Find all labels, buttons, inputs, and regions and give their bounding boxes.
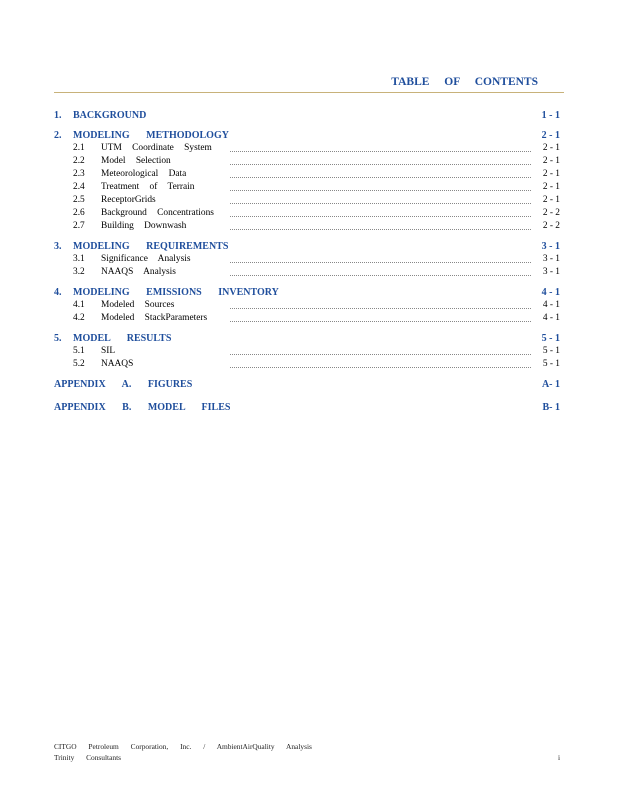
dot-leader (230, 203, 532, 204)
section-page: 4 - 1 (541, 287, 560, 298)
toc-subsection-row[interactable] (54, 346, 560, 359)
dot-leader (230, 177, 532, 178)
section-title: MODELING EMISSIONS INVENTORY (73, 287, 279, 298)
toc-section-row[interactable] (54, 130, 560, 143)
subsection-number: 4.1 (73, 300, 85, 310)
subsection-page: 2 - 1 (542, 182, 560, 192)
subsection-number: 5.2 (73, 359, 85, 369)
subsection-title: Significance Analysis (101, 254, 191, 264)
subsection-title: SIL (101, 346, 116, 356)
appendix-spacer (54, 415, 560, 425)
subsection-page: 5 - 1 (542, 359, 560, 369)
subsection-page: 2 - 1 (542, 143, 560, 153)
toc-subsection-row[interactable] (54, 156, 560, 169)
subsection-title: Meteorological Data (101, 169, 187, 179)
subsection-number: 2.6 (73, 208, 85, 218)
toc-subsection-row[interactable] (54, 143, 560, 156)
dot-leader (230, 151, 532, 152)
subsection-title: Modeled StackParameters (101, 313, 208, 323)
appendix-spacer (54, 392, 560, 402)
appendix-page: B- 1 (542, 402, 560, 413)
page-footer (54, 742, 564, 764)
subsection-number: 3.2 (73, 267, 85, 277)
subsection-title: NAAQS Analysis (101, 267, 176, 277)
toc-section-row[interactable] (54, 110, 560, 123)
section-page: 3 - 1 (541, 241, 560, 252)
toc-appendix-row[interactable] (54, 402, 560, 415)
subsection-page: 3 - 1 (542, 267, 560, 277)
subsection-title: NAAQS (101, 359, 134, 369)
subsection-page: 2 - 2 (542, 221, 560, 231)
toc-appendix-row[interactable] (54, 379, 560, 392)
appendix-title: APPENDIX A. FIGURES (54, 379, 193, 390)
toc-subsection-row[interactable] (54, 313, 560, 326)
subsection-number: 2.2 (73, 156, 85, 166)
section-spacer (54, 280, 560, 287)
section-number: 1. (54, 110, 62, 121)
subsection-title: Modeled Sources (101, 300, 175, 310)
section-number: 5. (54, 333, 62, 344)
dot-leader (230, 354, 532, 355)
subsection-number: 2.1 (73, 143, 85, 153)
subsection-title: UTM Coordinate System (101, 143, 212, 153)
appendix-title: APPENDIX B. MODEL FILES (54, 402, 231, 413)
section-spacer (54, 372, 560, 379)
toc-subsection-row[interactable] (54, 300, 560, 313)
dot-leader (230, 275, 532, 276)
subsection-page: 2 - 1 (542, 195, 560, 205)
subsection-title: Treatment of Terrain (101, 182, 195, 192)
subsection-page: 4 - 1 (542, 313, 560, 323)
toc-section-row[interactable] (54, 333, 560, 346)
section-spacer (54, 123, 560, 130)
subsection-title: Model Selection (101, 156, 171, 166)
toc-subsection-row[interactable] (54, 221, 560, 234)
subsection-number: 4.2 (73, 313, 85, 323)
title-rule (54, 92, 564, 93)
dot-leader (230, 216, 532, 217)
toc-section-row[interactable] (54, 241, 560, 254)
section-title: BACKGROUND (73, 110, 147, 121)
toc-subsection-row[interactable] (54, 359, 560, 372)
dot-leader (230, 367, 532, 368)
section-number: 4. (54, 287, 62, 298)
table-of-contents (54, 110, 560, 425)
subsection-number: 2.7 (73, 221, 85, 231)
section-spacer (54, 326, 560, 333)
subsection-number: 3.1 (73, 254, 85, 264)
section-number: 2. (54, 130, 62, 141)
toc-subsection-row[interactable] (54, 195, 560, 208)
section-title: MODEL RESULTS (73, 333, 172, 344)
subsection-title: Building Downwash (101, 221, 187, 231)
toc-subsection-row[interactable] (54, 182, 560, 195)
dot-leader (230, 262, 532, 263)
toc-subsection-row[interactable] (54, 254, 560, 267)
subsection-page: 2 - 1 (542, 169, 560, 179)
section-spacer (54, 234, 560, 241)
page-title: TABLE OF CONTENTS (391, 76, 538, 88)
dot-leader (230, 190, 532, 191)
section-page: 1 - 1 (541, 110, 560, 121)
dot-leader (230, 164, 532, 165)
section-title: MODELING REQUIREMENTS (73, 241, 229, 252)
dot-leader (230, 321, 532, 322)
subsection-number: 2.3 (73, 169, 85, 179)
dot-leader (230, 229, 532, 230)
subsection-title: ReceptorGrids (101, 195, 156, 205)
section-page: 2 - 1 (541, 130, 560, 141)
toc-subsection-row[interactable] (54, 208, 560, 221)
toc-subsection-row[interactable] (54, 169, 560, 182)
toc-subsection-row[interactable] (54, 267, 560, 280)
footer-page-number: i (557, 753, 560, 762)
section-title: MODELING METHODOLOGY (73, 130, 229, 141)
subsection-number: 2.4 (73, 182, 85, 192)
footer-company: CITGO Petroleum Corporation, Inc. / AmbientAirQuality Analysis (54, 742, 312, 751)
subsection-page: 5 - 1 (542, 346, 560, 356)
subsection-page: 2 - 2 (542, 208, 560, 218)
subsection-number: 5.1 (73, 346, 85, 356)
subsection-title: Background Concentrations (101, 208, 214, 218)
dot-leader (230, 308, 532, 309)
subsection-number: 2.5 (73, 195, 85, 205)
subsection-page: 3 - 1 (542, 254, 560, 264)
subsection-page: 2 - 1 (542, 156, 560, 166)
subsection-page: 4 - 1 (542, 300, 560, 310)
section-page: 5 - 1 (541, 333, 560, 344)
appendix-page: A- 1 (541, 379, 560, 390)
toc-section-row[interactable] (54, 287, 560, 300)
section-number: 3. (54, 241, 62, 252)
footer-consultant: Trinity Consultants (54, 753, 122, 762)
